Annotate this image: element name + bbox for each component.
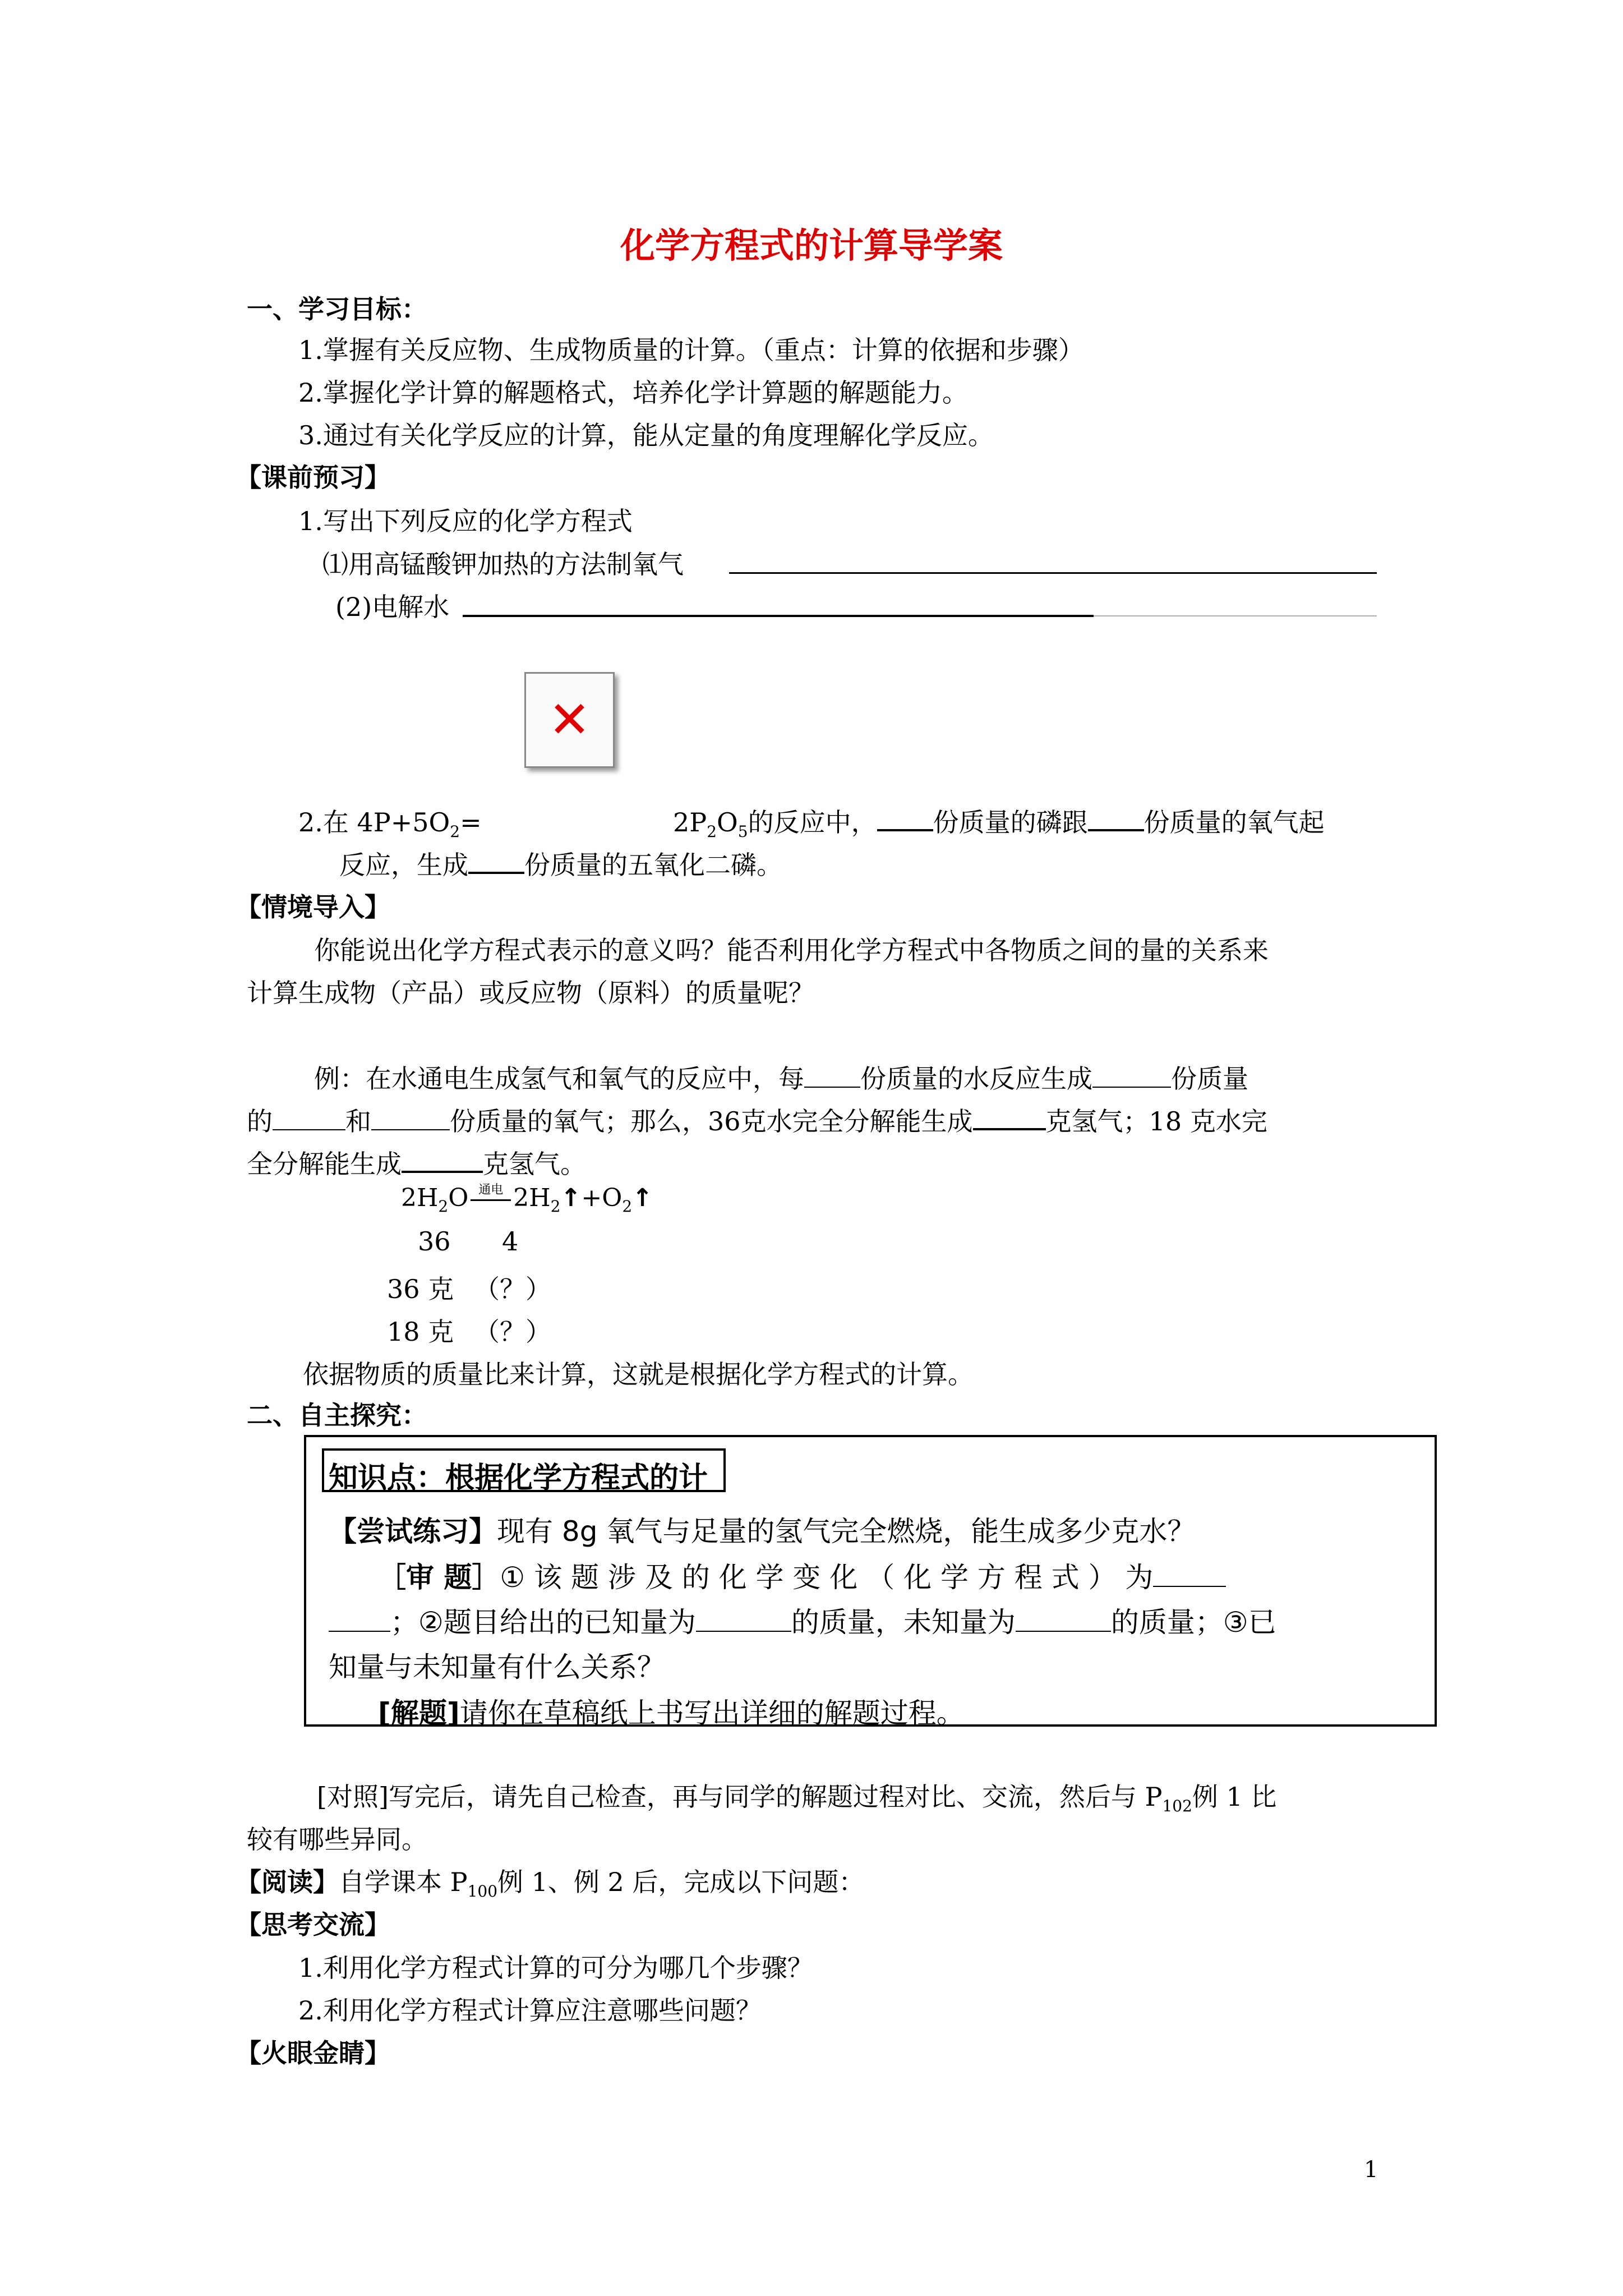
objective-item-1: 1.掌握有关反应物、生成物质量的计算。（重点：计算的依据和步骤）: [298, 335, 1084, 365]
review-question-line-1: ［审 题］① 该 题 涉 及 的 化 学 变 化 （ 化 学 方 程 式 ） 为: [378, 1555, 1226, 1595]
compare-line-1: [对照]写完后，请先自己检查，再与同学的解题过程对比、交流，然后与 $P_{102}$例 1 比: [317, 1782, 1277, 1816]
preview-question-2-line2: 反应，生成 份质量的五氧化二磷。: [339, 850, 782, 880]
intro-conclusion: 依据物质的质量比来计算，这就是根据化学方程式的计算。: [303, 1359, 974, 1389]
mass-ratio-water: 36: [418, 1226, 451, 1257]
broken-image-placeholder: [524, 672, 615, 768]
preview-question-1a: ⑴用高锰酸钾加热的方法制氧气: [322, 549, 684, 579]
row-36g-water: 36 克: [387, 1274, 454, 1304]
blank-oxygen-share[interactable]: [371, 1107, 450, 1130]
blank-phosphorus-mass[interactable]: [877, 807, 933, 831]
knowledge-point-heading: 知识点：根据化学方程式的计: [329, 1461, 708, 1495]
blank-hydrogen[interactable]: [273, 1107, 345, 1130]
review-question-line-3: 知量与未知量有什么关系？: [329, 1651, 665, 1683]
compare-line-2: 较有哪些异同。: [247, 1824, 427, 1855]
section-heading-objectives: 一、学习目标：: [247, 294, 427, 324]
gas-arrow-icon: ↑: [560, 1184, 582, 1212]
section-heading-intro: 【情境导入】: [236, 892, 390, 922]
preview-question-2: 2.在 $4P+5O_2=$: [298, 807, 482, 841]
try-exercise: 【尝试练习】现有 8g 氧气与足量的氢气完全燃烧，能生成多少克水？: [329, 1515, 1196, 1548]
blank-known-quantity[interactable]: [696, 1608, 791, 1632]
blank-h2-from-18g[interactable]: [402, 1148, 483, 1173]
discussion-question-1: 1.利用化学方程式计算的可分为哪几个步骤？: [298, 1953, 813, 1983]
intro-paragraph-line-2: 计算生成物（产品）或反应物（原料）的质量呢？: [247, 978, 814, 1008]
row-18g-water: 18 克: [387, 1317, 454, 1347]
page-title: 化学方程式的计算导学案: [620, 225, 1003, 266]
close-icon: ✕: [548, 691, 591, 749]
row-18g-unknown: （？）: [474, 1317, 551, 1347]
reaction-condition: 通电: [478, 1183, 504, 1197]
objective-item-3: 3.通过有关化学反应的计算，能从定量的角度理解化学反应。: [298, 420, 994, 450]
page-number: 1: [1364, 2157, 1378, 2183]
mass-ratio-hydrogen: 4: [502, 1226, 519, 1257]
section-heading-sharp-eyes: 【火眼金睛】: [236, 2038, 390, 2068]
solve-instruction: [解题]请你在草稿纸上书写出详细的解题过程。: [378, 1697, 965, 1729]
blank-product-mass[interactable]: [1092, 1064, 1171, 1088]
answer-line-1b-ext: [1094, 615, 1377, 616]
answer-line-1b: [463, 615, 1094, 617]
example-line-2: 的 和 份质量的氧气；那么，36克水完全分解能生成 克氢气；18 克水完: [247, 1106, 1267, 1137]
preview-question-1b: (2)电解水: [335, 592, 450, 622]
gas-arrow-icon: ↑: [632, 1184, 653, 1212]
knowledge-point-box: [304, 1435, 1437, 1727]
discussion-question-2: 2.利用化学方程式计算应注意哪些问题？: [298, 1995, 762, 2026]
read-instruction: 【阅读】自学课本 $P_{100}$例 1、例 2 后，完成以下问题：: [236, 1867, 865, 1901]
electrolysis-equation: $2H_2O$ 通电 $2H_2↑+O_2↑$: [401, 1184, 653, 1216]
preview-question-2-rest: $2P_2O_5$的反应中， 份质量的磷跟 份质量的氧气起: [673, 807, 1325, 841]
section-heading-preview: 【课前预习】: [236, 462, 390, 493]
row-36g-unknown: （？）: [474, 1274, 551, 1304]
blank-water-mass[interactable]: [804, 1064, 860, 1088]
blank-oxygen-mass[interactable]: [1088, 807, 1144, 831]
objective-item-2: 2.掌握化学计算的解题格式，培养化学计算题的解题能力。: [298, 378, 968, 408]
blank-p2o5-mass[interactable]: [468, 849, 524, 874]
blank-h2-from-36g[interactable]: [973, 1106, 1046, 1130]
blank-chemical-equation[interactable]: [1153, 1563, 1226, 1587]
example-line-1: 例：在水通电生成氢气和氧气的反应中，每 份质量的水反应生成 份质量: [314, 1064, 1248, 1094]
preview-question-1: 1.写出下列反应的化学方程式: [298, 506, 633, 536]
answer-line-1a: [729, 572, 1377, 574]
section-heading-discussion: 【思考交流】: [236, 1910, 390, 1940]
intro-paragraph-line-1: 你能说出化学方程式表示的意义吗？能否利用化学方程式中各物质之间的量的关系来: [314, 935, 1269, 965]
example-line-3: 全分解能生成 克氢气。: [247, 1149, 586, 1179]
blank-chemical-equation-cont[interactable]: [329, 1608, 390, 1632]
section-heading-self-study: 二、自主探究：: [247, 1400, 427, 1430]
review-question-line-2: ；②题目给出的已知量为 的质量，未知量为 的质量；③已: [329, 1600, 1276, 1640]
blank-unknown-quantity[interactable]: [1016, 1608, 1111, 1632]
